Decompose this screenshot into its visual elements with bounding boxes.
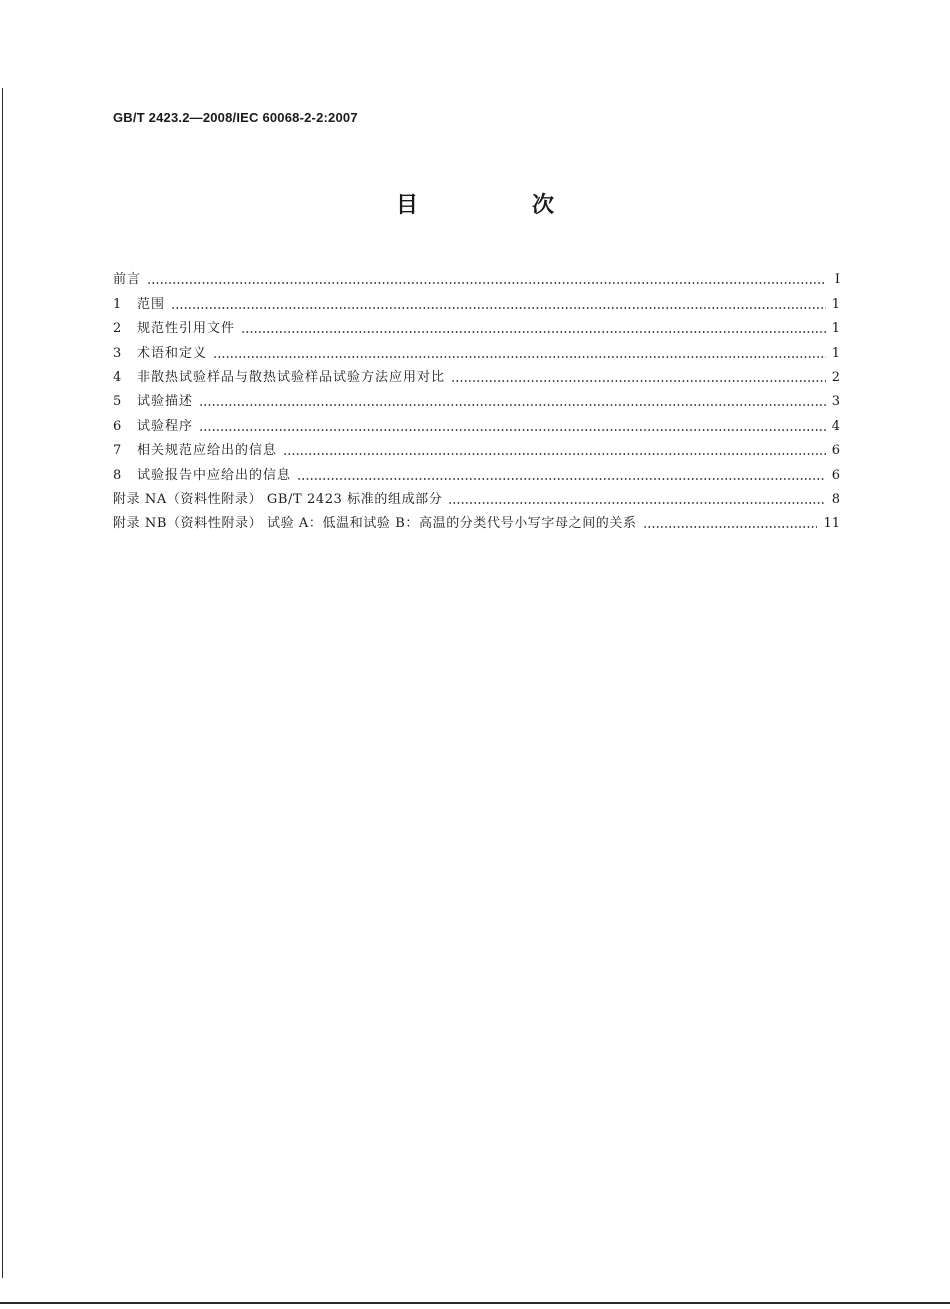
toc-page-number: 6 xyxy=(831,467,840,483)
toc-entry-8[interactable] xyxy=(113,459,840,483)
dot-leader xyxy=(213,355,826,359)
toc-page-number: Ⅰ xyxy=(834,272,840,288)
page-title: 目 次 xyxy=(395,193,600,218)
dot-leader xyxy=(199,403,826,407)
toc-number: 7 xyxy=(113,443,122,459)
toc-label: 试验程序 xyxy=(137,418,194,434)
toc-entry-7[interactable] xyxy=(113,435,840,459)
toc-page-number: 1 xyxy=(831,296,840,312)
toc-page-number: 4 xyxy=(831,418,840,434)
toc-label: 非散热试验样品与散热试验样品试验方法应用对比 xyxy=(137,369,446,385)
toc-number: 4 xyxy=(113,369,122,385)
toc-label: 试验报告中应给出的信息 xyxy=(137,467,292,483)
toc-entry-4[interactable] xyxy=(113,362,840,386)
toc-entry-appendix-nb[interactable] xyxy=(113,508,840,532)
toc-number: 6 xyxy=(113,418,122,434)
toc-label: 附录 NB（资料性附录） 试验 A：低温和试验 B：高温的分类代号小写字母之间的关系 xyxy=(113,516,637,532)
toc-entry-2[interactable] xyxy=(113,313,840,337)
dot-leader xyxy=(643,525,818,529)
dot-leader xyxy=(451,379,826,383)
dot-leader xyxy=(283,452,826,456)
toc-entry-5[interactable] xyxy=(113,386,840,410)
toc-number: 1 xyxy=(113,296,122,312)
scan-edge-left xyxy=(2,88,3,1278)
toc-entry-6[interactable] xyxy=(113,410,840,434)
dot-leader xyxy=(147,281,826,285)
toc-label: 相关规范应给出的信息 xyxy=(137,443,278,459)
toc-label: 前言 xyxy=(113,272,142,288)
toc-page-number: 8 xyxy=(831,491,840,507)
toc-entry-foreword[interactable] xyxy=(113,264,840,288)
toc-label: 附录 NA（资料性附录） GB/T 2423 标准的组成部分 xyxy=(113,491,443,507)
toc-entry-appendix-na[interactable] xyxy=(113,484,840,508)
toc-label: 范围 xyxy=(137,296,166,312)
toc-entry-1[interactable] xyxy=(113,288,840,312)
toc-number: 3 xyxy=(113,345,122,361)
table-of-contents xyxy=(113,264,840,532)
toc-label: 试验描述 xyxy=(137,394,194,410)
toc-page-number: 6 xyxy=(831,443,840,459)
toc-label: 术语和定义 xyxy=(137,345,208,361)
toc-number: 5 xyxy=(113,394,122,410)
toc-number: 2 xyxy=(113,321,122,337)
dot-leader xyxy=(171,306,826,310)
dot-leader xyxy=(448,501,825,505)
dot-leader xyxy=(297,477,826,481)
dot-leader xyxy=(241,330,826,334)
toc-page-number: 1 xyxy=(831,345,840,361)
toc-page-number: 1 xyxy=(831,321,840,337)
scan-edge-bottom xyxy=(0,1302,950,1304)
toc-page-number: 2 xyxy=(831,369,840,385)
toc-label: 规范性引用文件 xyxy=(137,321,236,337)
toc-entry-3[interactable] xyxy=(113,337,840,361)
dot-leader xyxy=(199,428,826,432)
toc-page-number: 11 xyxy=(823,516,840,532)
toc-page-number: 3 xyxy=(831,394,840,410)
toc-number: 8 xyxy=(113,467,122,483)
standard-code: GB/T 2423.2—2008/IEC 60068-2-2:2007 xyxy=(113,110,358,125)
